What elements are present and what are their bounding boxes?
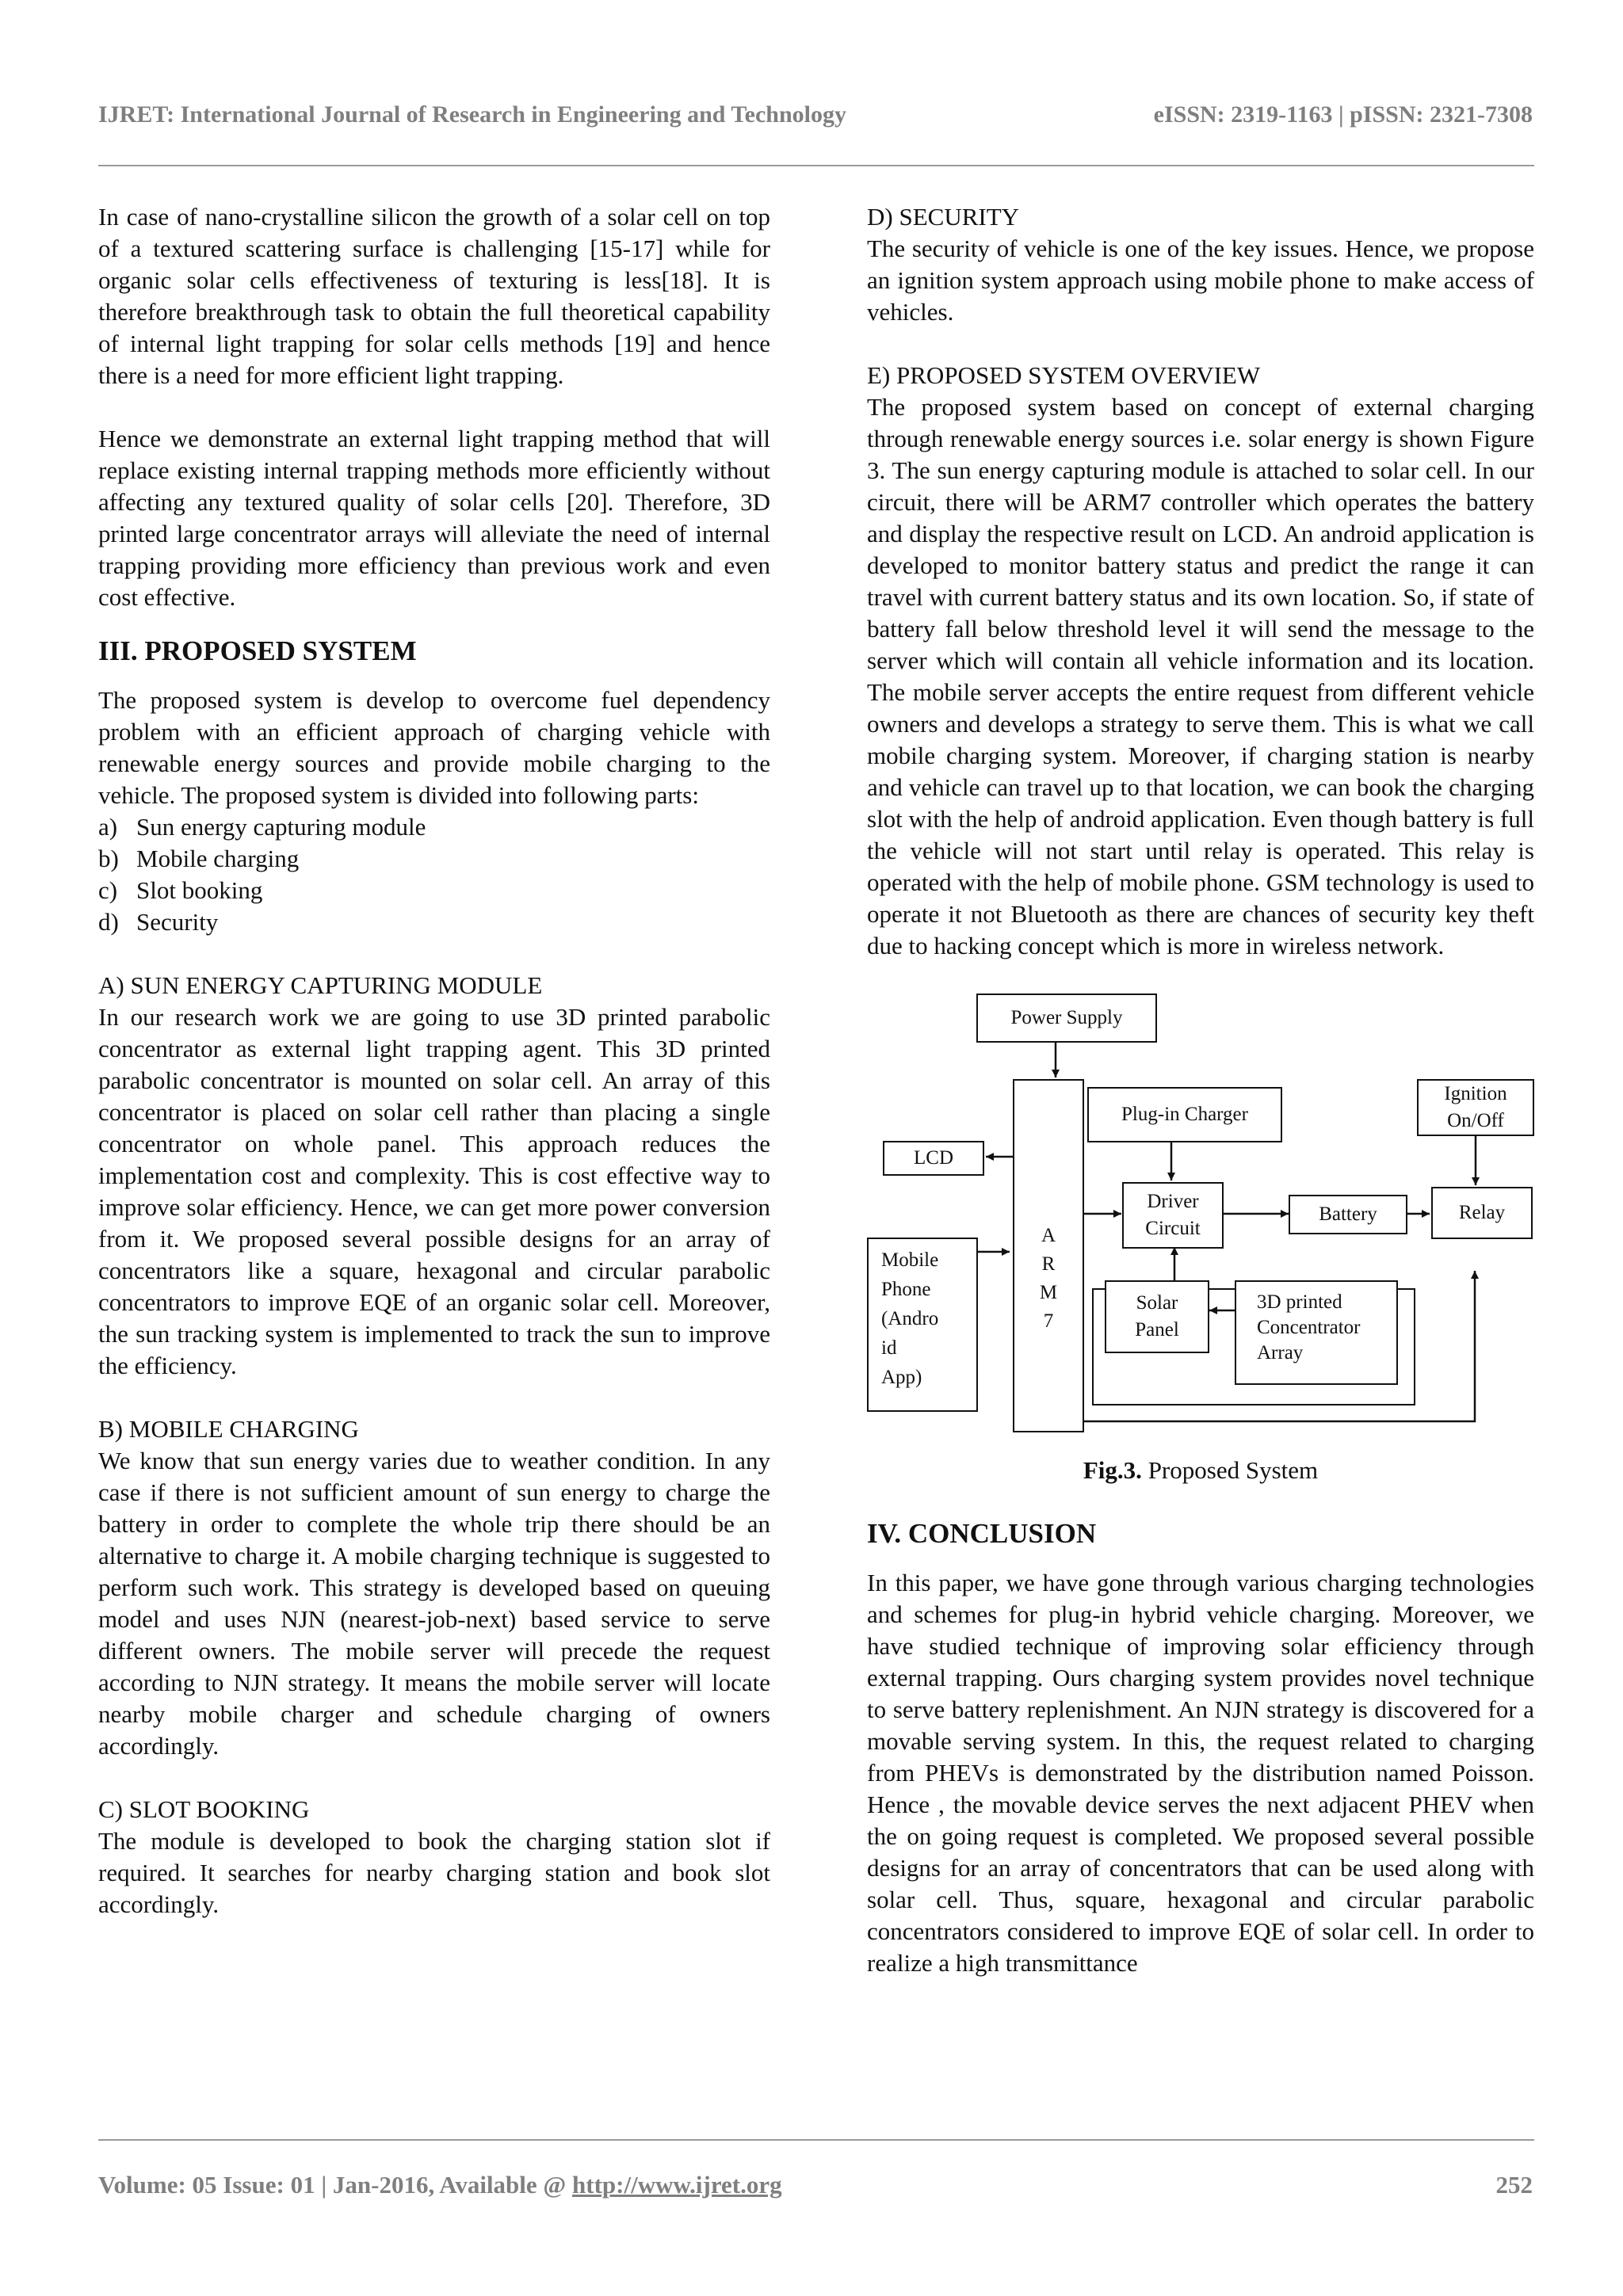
section-heading-proposed-system: III. PROPOSED SYSTEM [98, 635, 417, 666]
ignition-box: Ignition On/Off [1417, 1079, 1534, 1136]
mobile-phone-box: Mobile Phone (Andro id App) [867, 1238, 978, 1412]
list-item: b) Mobile charging [98, 845, 300, 872]
subsection-heading-b: B) MOBILE CHARGING [98, 1415, 359, 1443]
battery-box: Battery [1289, 1195, 1407, 1234]
page-number: 252 [1495, 2171, 1533, 2199]
paragraph-slot-booking: The module is developed to book the charging station slot if required. It searches for nearby charging station and book slot accordingly. [98, 1827, 770, 1918]
power-supply-box: Power Supply [976, 994, 1157, 1043]
page-footer [98, 2171, 1533, 2207]
subsection-heading-a: A) SUN ENERGY CAPTURING MODULE [98, 971, 543, 999]
arm7-controller-box: A R M 7 [1013, 1079, 1084, 1432]
paragraph-system-overview: The proposed system based on concept of external charging through renewable energy sources i.e. solar energy is shown Figure 3. The sun energy capturing module is attached to solar cell. In our circuit, there will be ARM7 controller which operates the battery and display the respective result on LCD. An android application is developed to monitor battery status and predict the range it can travel with current battery status and its own location. So, if state of battery fall below threshold level it will send the message to the server which will contain all vehicle information and its location. The mobile server accepts the entire request from different vehicle owners and develops a strategy to serve them. This is what we call mobile charging system. Moreover, if charging station is nearby and vehicle can travel up to that location, we can book the charging slot with the help of android application. Even though battery is full the vehicle will not start until relay is operated. This relay is operated with the help of mobile phone. GSM technology is used to operate it not Bluetooth as there are chances of security key theft due to hacking concept which is more in wireless network. [867, 393, 1534, 959]
plugin-charger-box: Plug-in Charger [1087, 1087, 1282, 1142]
solar-panel-box: Solar Panel [1105, 1280, 1209, 1353]
list-item: c) Slot booking [98, 876, 263, 904]
left-column [98, 201, 770, 1920]
header-divider [98, 165, 1534, 166]
paragraph-intro-1: In case of nano-crystalline silicon the growth of a solar cell on top of a textured scattering surface is challenging [15-17] while for organic solar cells effectiveness of texturing is less[18]. It is therefore breakthrough task to obtain the full theoretical capability of internal light trapping for solar cells methods [19] and hence there is a need for more efficient light trapping. [98, 203, 770, 389]
lcd-box: LCD [883, 1141, 984, 1176]
subsection-heading-e: E) PROPOSED SYSTEM OVERVIEW [867, 361, 1261, 389]
proposed-system-diagram [867, 990, 1534, 1497]
figure-caption: Fig.3. Proposed System [1083, 1456, 1319, 1484]
journal-link[interactable]: http://www.ijret.org [572, 2171, 782, 2199]
right-column [867, 201, 1534, 1979]
driver-circuit-box: Driver Circuit [1122, 1182, 1224, 1249]
section-heading-conclusion: IV. CONCLUSION [867, 1518, 1097, 1549]
paragraph-mobile-charging: We know that sun energy varies due to weather condition. In any case if there is not sufficient amount of sun energy to charge the battery in order to complete the whole trip there should be an alternative to charge it. A mobile charging technique is suggested to perform such work. This strategy is developed based on queuing model and uses NJN (nearest-job-next) based service to serve different owners. The mobile server will precede the request according to NJN strategy. It means the mobile server will locate nearby mobile charger and schedule charging of owners accordingly. [98, 1447, 770, 1760]
relay-box: Relay [1431, 1187, 1533, 1239]
paragraph-sun-energy: In our research work we are going to use 3D printed parabolic concentrator as external light trapping agent. This 3D printed parabolic concentrator is mounted on solar cell. An array of this concentrator is placed on solar cell rather than placing a single concentrator on whole panel. This approach reduces the implementation cost and complexity. This is cost effective way to improve solar efficiency. Hence, we can get more power conversion from it. We proposed several possible designs for an array of concentrators like a square, hexagonal and circular parabolic concentrators to improve EQE of an organic solar cell. Moreover, the sun tracking system is implemented to track the sun to improve the efficiency. [98, 1003, 770, 1379]
paragraph-conclusion: In this paper, we have gone through various charging technologies and schemes for plug-in hybrid vehicle charging. Moreover, we have studied technique of improving solar efficiency through external trapping. Ours charging system provides novel technique to serve battery replenishment. An NJN strategy is discovered for a movable serving system. In this, the request related to charging from PHEVs is demonstrated by the distribution named Poisson. Hence , the movable device serves the next adjacent PHEV when the on going request is completed. We proposed several possible designs for an array of concentrators that can be used along with solar cell. Thus, square, hexagonal and circular parabolic concentrators considered to improve EQE of solar cell. In order to realize a high transmittance [867, 1569, 1534, 1977]
journal-title: IJRET: International Journal of Research in Engineering and Technology [98, 101, 847, 128]
paragraph-proposed-system: The proposed system is develop to overcome fuel dependency problem with an efficient approach of charging vehicle with renewable energy sources and provide mobile charging to the vehicle. The proposed system is divided into following parts: [98, 686, 770, 809]
paragraph-security: The security of vehicle is one of the key issues. Hence, we propose an ignition system approach using mobile phone to make access of vehicles. [867, 235, 1534, 326]
page-header [98, 97, 1533, 136]
list-item: d) Security [98, 908, 219, 936]
list-item: a) Sun energy capturing module [98, 813, 426, 841]
footer-divider [98, 2139, 1534, 2141]
subsection-heading-d: D) SECURITY [867, 203, 1020, 231]
subsection-heading-c: C) SLOT BOOKING [98, 1795, 310, 1823]
parts-list [98, 811, 770, 938]
paragraph-intro-2: Hence we demonstrate an external light trapping method that will replace existing internal trapping methods more efficiently without affecting any textured quality of solar cells [20]. Therefore, 3D printed large concentrator arrays will alleviate the need of internal trapping providing more efficiency than previous work and even cost effective. [98, 425, 770, 611]
footer-volume-info: Volume: 05 Issue: 01 | Jan-2016, Available @ http://www.ijret.org [98, 2171, 782, 2199]
concentrator-array-box: 3D printed Concentrator Array [1235, 1280, 1398, 1385]
issn-info: eISSN: 2319-1163 | pISSN: 2321-7308 [1153, 101, 1533, 128]
